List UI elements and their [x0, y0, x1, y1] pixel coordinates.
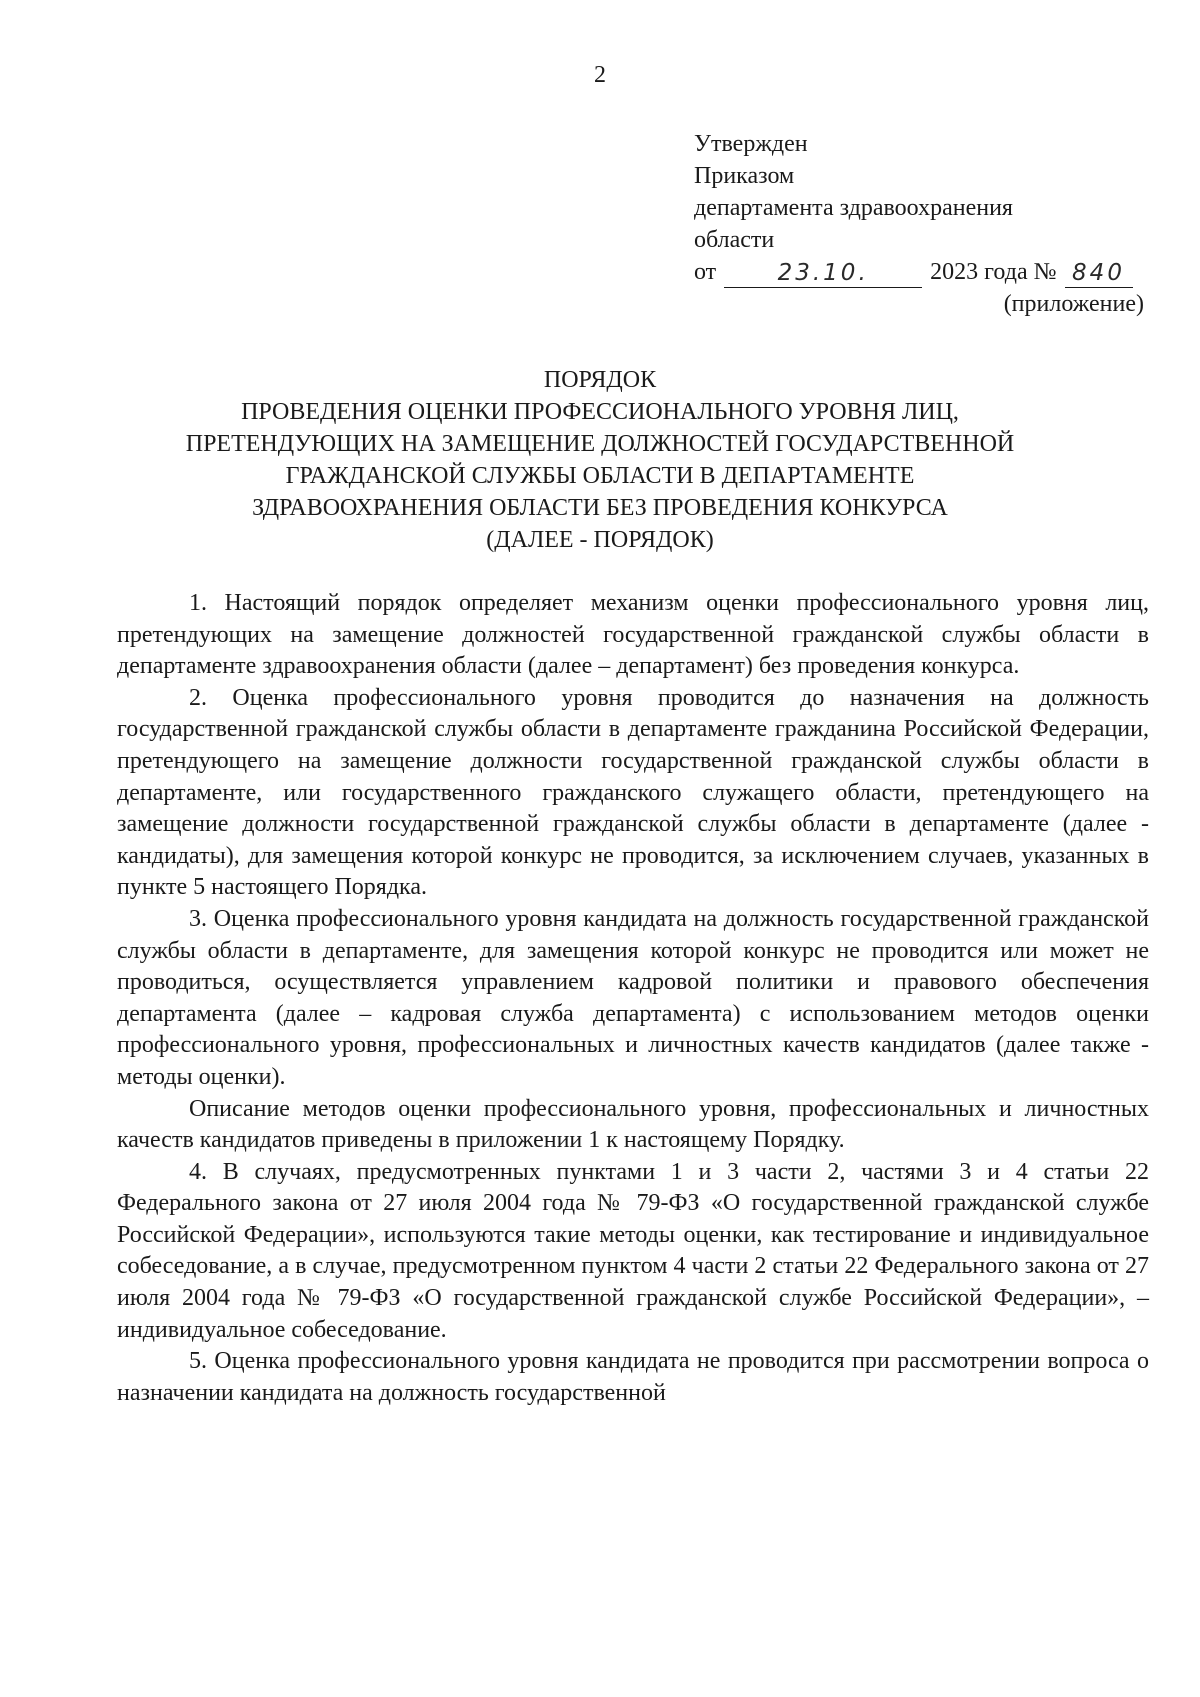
date-blank [724, 259, 922, 288]
document-title [100, 364, 1100, 556]
title-line: (ДАЛЕЕ - ПОРЯДОК) [486, 527, 714, 553]
approval-line-department: департамента здравоохранения [694, 195, 1013, 221]
paragraph-1: 1. Настоящий порядок определяет механизм оценки профессионального уровня лиц, претендующих на замещение должностей государственной гражданской службы области в департаменте здравоохранения области (далее – департамент) без проведения конкурса. [117, 590, 1149, 680]
number-blank [1065, 259, 1133, 288]
paragraph-4: 4. В случаях, предусмотренных пунктами 1 и 3 части 2, частями 3 и 4 статьи 22 Федерального закона от 27 июля 2004 года № 79-ФЗ «О государственной гражданской службе Российской Федерации», используются такие методы оценки, как тестирование и индивидуальное собеседование, а в случае, предусмотренном пунктом 4 части 2 статьи 22 Федерального закона от 27 июля 2004 года № 79-ФЗ «О государственной гражданской службе Российской Федерации», – индивидуальное собеседование. [117, 1158, 1149, 1343]
title-line: ЗДРАВООХРАНЕНИЯ ОБЛАСТИ БЕЗ ПРОВЕДЕНИЯ КОНКУРСА [252, 495, 948, 521]
paragraph-3-continued: Описание методов оценки профессионального уровня, профессиональных и личностных качеств кандидатов приведены в приложении 1 к настоящему Порядку. [117, 1095, 1149, 1154]
approval-block [694, 128, 1154, 320]
year-text: 2023 года № [930, 259, 1057, 285]
appendix-note: (приложение) [1003, 291, 1144, 317]
handwritten-date: 23.10. [777, 260, 869, 286]
paragraph-3: 3. Оценка профессионального уровня кандидата на должность государственной гражданской службы области в департаменте, для замещения которой конкурс не проводится или может не проводиться, осуществляется управлением кадровой политики и правового обеспечения департамента (далее – кадровая служба департамента) с использованием методов оценки профессионального уровня, профессиональных и личностных качеств кандидатов (далее также - методы оценки). [117, 905, 1149, 1090]
approval-line-region: области [694, 227, 775, 253]
title-line: ПРЕТЕНДУЮЩИХ НА ЗАМЕЩЕНИЕ ДОЛЖНОСТЕЙ ГОСУДАРСТВЕННОЙ [185, 431, 1015, 457]
page-number: 2 [594, 62, 606, 88]
title-line: ПРОВЕДЕНИЯ ОЦЕНКИ ПРОФЕССИОНАЛЬНОГО УРОВНЯ ЛИЦ, [241, 399, 959, 425]
approval-date-line [694, 256, 1154, 288]
approval-line-order: Приказом [694, 163, 795, 189]
handwritten-number: 840 [1072, 260, 1125, 286]
paragraph-5: 5. Оценка профессионального уровня кандидата не проводится при рассмотрении вопроса о назначении кандидата на должность государственной [117, 1348, 1149, 1406]
title-line: ГРАЖДАНСКОЙ СЛУЖБЫ ОБЛАСТИ В ДЕПАРТАМЕНТЕ [285, 463, 915, 489]
approval-line-approved: Утвержден [694, 131, 808, 157]
title-line: ПОРЯДОК [543, 367, 657, 393]
date-prefix: от [694, 259, 717, 285]
document-body [117, 588, 1149, 1409]
paragraph-2: 2. Оценка профессионального уровня проводится до назначения на должность государственной гражданской службы области в департаменте гражданина Российской Федерации, претендующего на замещение должности государственной гражданской службы области в департаменте, или государственного гражданского служащего области, претендующего на замещение должности государственной гражданской службы области в департаменте (далее - кандидаты), для замещения которой конкурс не проводится, за исключением случаев, указанных в пункте 5 настоящего Порядка. [117, 684, 1149, 901]
